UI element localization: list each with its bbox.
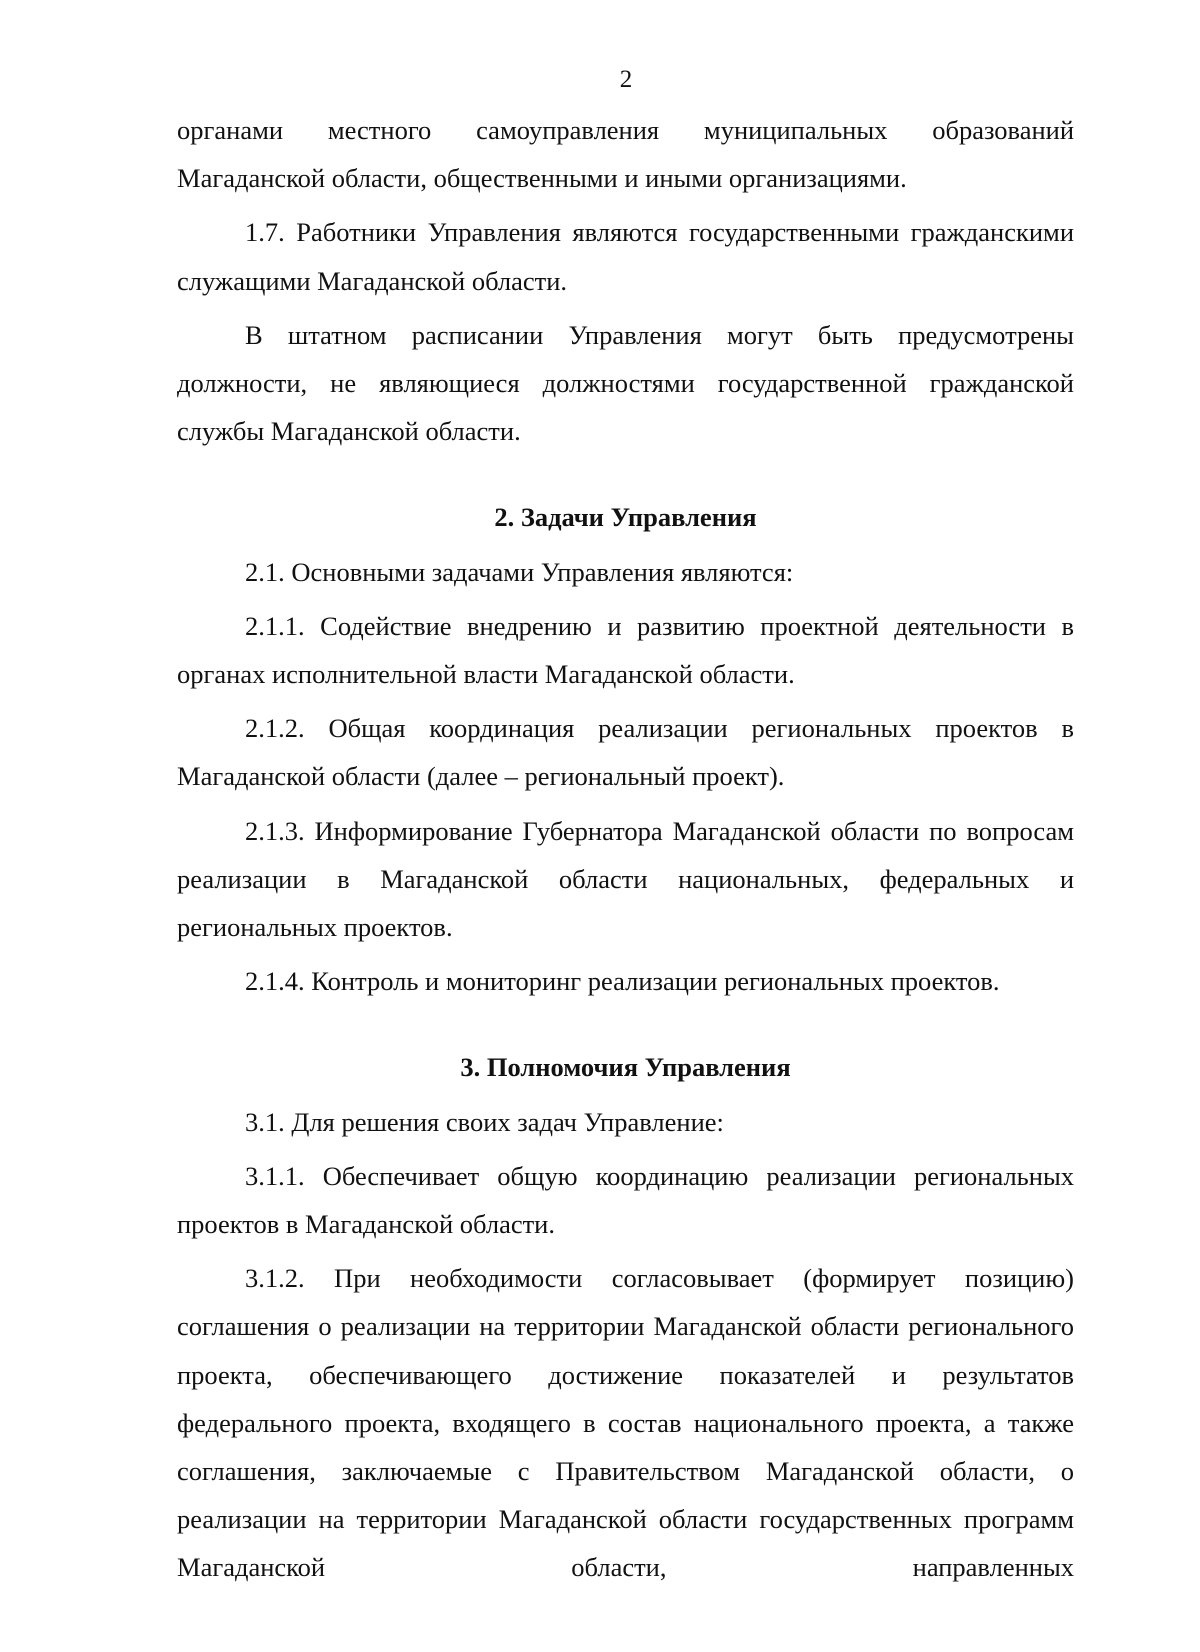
paragraph-1-7: 1.7. Работники Управления являются государственными гражданскими служащими Магаданской области.: [177, 217, 1074, 296]
paragraph-2-1-4: 2.1.4. Контроль и мониторинг реализации региональных проектов.: [245, 966, 1000, 997]
section-2-heading: 2. Задачи Управления: [494, 502, 757, 533]
paragraph-3-1-2: 3.1.2. При необходимости согласовывает (формирует позицию) соглашения о реализации на территории Магаданской области регионального проекта, обеспечивающего достижение показателей и результатов федерального проекта, входящего в состав национального проекта, а также соглашения, заключаемые с Правительством Магаданской области, о реализации на территории Магаданской области государственных программ Магаданской области, направленных: [177, 1263, 1074, 1583]
paragraph-3-1: 3.1. Для решения своих задач Управление:: [245, 1106, 724, 1137]
document-body: [177, 106, 1074, 1592]
paragraph-3-1-1: 3.1.1. Обеспечивает общую координацию реализации региональных проектов в Магаданской области.: [177, 1160, 1074, 1240]
paragraph-staff-schedule: В штатном расписании Управления могут быть предусмотрены должности, не являющиеся должностями государственной гражданской службы Магаданской области.: [177, 319, 1074, 447]
page-number: 2: [619, 66, 633, 93]
paragraph-2-1-2: 2.1.2. Общая координация реализации региональных проектов в Магаданской области (далее – региональный проект).: [177, 713, 1074, 792]
paragraph-continuation: органами местного самоуправления муниципальных образований Магаданской области, общественными и иными организациями.: [177, 115, 1074, 194]
paragraph-2-1: 2.1. Основными задачами Управления являются:: [245, 556, 794, 587]
paragraph-2-1-1: 2.1.1. Содействие внедрению и развитию проектной деятельности в органах исполнительной власти Магаданской области.: [177, 610, 1074, 690]
paragraph-2-1-3: 2.1.3. Информирование Губернатора Магаданской области по вопросам реализации в Магаданской области национальных, федеральных и региональных проектов.: [177, 815, 1074, 943]
section-3-heading: 3. Полномочия Управления: [460, 1052, 791, 1083]
